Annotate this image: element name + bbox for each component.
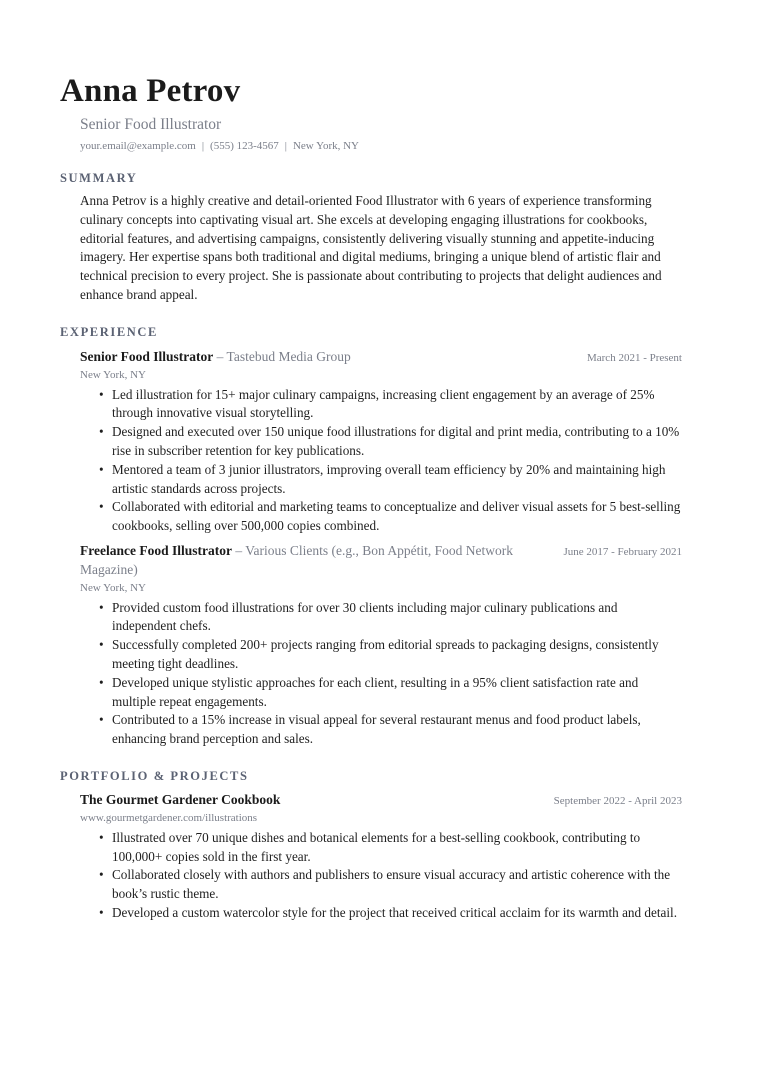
list-item: • Contributed to a 15% increase in visual appeal for several restaurant menus and food product labels, enhancing brand perception and sales. bbox=[112, 711, 682, 749]
project-date: September 2022 - April 2023 bbox=[553, 794, 682, 807]
experience-entry-header bbox=[80, 348, 682, 367]
contact-separator: | bbox=[201, 140, 205, 152]
experience-entry bbox=[80, 542, 682, 749]
portfolio-heading: PORTFOLIO & PROJECTS bbox=[60, 768, 249, 783]
contact-separator: | bbox=[284, 140, 287, 152]
list-item: • Successfully completed 200+ projects ranging from editorial spreads to packaging designs, consistently meeting tight deadlines. bbox=[112, 636, 682, 674]
job-bullets bbox=[80, 386, 682, 536]
list-item: • Collaborated with editorial and marketing teams to conceptualize and deliver visual assets for 5 best-selling cookbooks, selling over 500,000 copies combined. bbox=[112, 498, 682, 536]
list-item: • Designed and executed over 150 unique food illustrations for digital and print media, contributing to a 10% rise in subscriber retention for key publications. bbox=[112, 423, 682, 461]
experience-entry-header bbox=[80, 542, 682, 580]
contact-phone[interactable]: (555) 123-4567 bbox=[210, 140, 279, 152]
summary-heading: SUMMARY bbox=[60, 171, 138, 185]
job-location: New York, NY bbox=[80, 368, 147, 381]
list-item: • Illustrated over 70 unique dishes and botanical elements for a best-selling cookbook, contributing to 100,000+ copies sold in the first year. bbox=[112, 829, 682, 867]
project-name: The Gourmet Gardener Cookbook bbox=[80, 791, 281, 807]
list-item: • Collaborated closely with authors and publishers to ensure visual accuracy and artistic coherence with the book’s rustic theme. bbox=[112, 866, 682, 904]
summary-text: Anna Petrov is a highly creative and detail-oriented Food Illustrator with 6 years of experience transforming culinary concepts into captivating visual art. She excels at developing engaging illustrations for cookbooks, editorial features, and advertising campaigns, consistently delivering visually stunning and appetite-inducing imagery. Her expertise spans both traditional and digital mediums, bringing a unique blend of artistic flair and technical precision to every project. She is passionate about contributing to projects that delight audiences and enhance brand appeal. bbox=[80, 193, 662, 302]
experience-heading: EXPERIENCE bbox=[60, 324, 158, 339]
job-position: Freelance Food Illustrator bbox=[80, 542, 232, 558]
list-item: • Developed unique stylistic approaches for each client, resulting in a 95% client satisfaction rate and multiple repeat engagements. bbox=[112, 674, 682, 712]
job-bullets bbox=[80, 599, 682, 749]
experience-title bbox=[80, 542, 520, 580]
list-item: • Mentored a team of 3 junior illustrators, improving overall team efficiency by 20% and maintaining high artistic standards across projects. bbox=[112, 461, 682, 499]
contact-location: New York, NY bbox=[292, 140, 359, 152]
experience-entry bbox=[80, 348, 682, 536]
project-entry-header bbox=[80, 791, 682, 810]
project-bullets bbox=[80, 829, 682, 923]
contact-line bbox=[80, 139, 682, 153]
list-item: • Provided custom food illustrations for over 30 clients including major culinary publications and independent chefs. bbox=[112, 599, 682, 637]
job-position: Senior Food Illustrator bbox=[80, 348, 214, 364]
job-organization: – Various Clients (e.g., Bon Appétit, Food Network Magazine) bbox=[80, 542, 513, 577]
candidate-name: Anna Petrov bbox=[60, 73, 241, 109]
job-location: New York, NY bbox=[80, 581, 147, 594]
candidate-role: Senior Food Illustrator bbox=[80, 116, 222, 133]
list-item: • Developed a custom watercolor style for the project that received critical acclaim for its warmth and detail. bbox=[112, 904, 682, 923]
job-date: March 2021 - Present bbox=[586, 351, 682, 364]
project-title bbox=[80, 791, 280, 810]
experience-title bbox=[80, 348, 351, 367]
list-item: • Led illustration for 15+ major culinary campaigns, increasing client engagement by an average of 25% through innovative visual storytelling. bbox=[112, 386, 682, 424]
job-organization: – Tastebud Media Group bbox=[216, 348, 351, 364]
contact-email[interactable]: your.email@example.com bbox=[80, 140, 196, 152]
project-link[interactable]: www.gourmetgardener.com/illustrations bbox=[80, 811, 258, 824]
job-date: June 2017 - February 2021 bbox=[563, 545, 682, 558]
project-entry bbox=[80, 791, 682, 923]
